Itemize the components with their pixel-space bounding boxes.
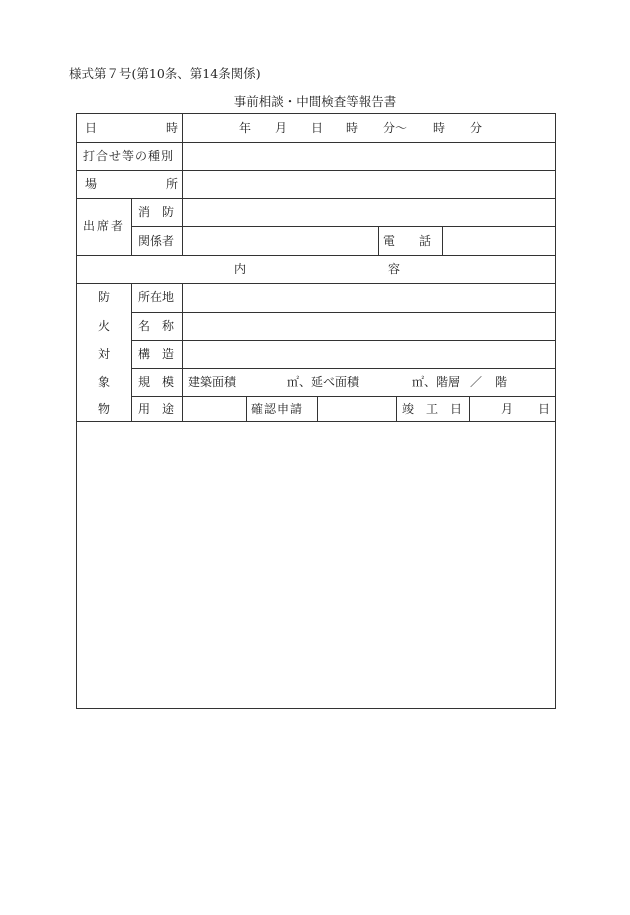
structure-label: 構 造 — [138, 347, 175, 361]
date-label: 日 — [85, 121, 98, 135]
object-label-char: 象 — [97, 375, 111, 389]
content-header-char-2: 容 — [388, 262, 401, 276]
place-label-left: 場 — [85, 177, 98, 191]
column-divider — [246, 396, 247, 421]
row-divider — [77, 255, 555, 256]
column-divider — [396, 396, 397, 421]
location-field[interactable] — [183, 284, 555, 312]
content-text-area[interactable] — [77, 422, 555, 708]
minute-range-unit: 分～ — [383, 121, 408, 135]
year-unit: 年 — [239, 121, 252, 135]
column-divider — [469, 396, 470, 421]
datetime-field[interactable] — [183, 114, 555, 142]
form-code: 様式第７号(第10条、第14条関係) — [69, 66, 261, 81]
confirmation-application-field[interactable] — [318, 397, 396, 421]
place-label-right: 所 — [166, 177, 179, 191]
usage-label: 用 途 — [138, 402, 175, 416]
location-label: 所在地 — [138, 290, 175, 304]
usage-field[interactable] — [183, 397, 246, 421]
structure-field[interactable] — [183, 341, 555, 368]
phone-field[interactable] — [443, 227, 555, 255]
building-area-label: 建築面積 — [188, 375, 237, 389]
fire-dept-field[interactable] — [183, 199, 555, 226]
meeting-type-label: 打合せ等の種別 — [83, 149, 175, 163]
scale-label: 規 模 — [138, 375, 175, 389]
total-floor-area-label: ㎡、延べ面積 — [287, 375, 360, 389]
fire-dept-label: 消 防 — [138, 205, 175, 219]
column-divider — [131, 283, 132, 421]
end-hour-unit: 時 — [433, 121, 446, 135]
object-label-char: 対 — [97, 347, 111, 361]
column-divider — [131, 198, 132, 255]
name-field[interactable] — [183, 313, 555, 340]
related-party-field[interactable] — [183, 227, 378, 255]
hour-unit: 時 — [346, 121, 359, 135]
floor-unit: 階 — [495, 375, 508, 389]
related-party-label: 関係者 — [138, 234, 175, 248]
meeting-type-field[interactable] — [183, 143, 555, 170]
attendees-label: 出席者 — [83, 219, 126, 233]
name-label: 名 称 — [138, 319, 175, 333]
completion-month-unit: 月 — [501, 402, 514, 416]
row-divider — [131, 368, 555, 369]
day-unit: 日 — [311, 121, 324, 135]
floors-slash: ／ — [470, 375, 483, 389]
phone-label: 電 話 — [383, 234, 432, 248]
document-title: 事前相談・中間検査等報告書 — [233, 94, 397, 109]
confirmation-application-label: 確認申請 — [251, 402, 304, 416]
completion-date-label: 竣 工 日 — [402, 402, 463, 416]
content-header-char-1: 内 — [234, 262, 247, 276]
completion-day-unit: 日 — [538, 402, 551, 416]
column-divider — [378, 226, 379, 255]
place-field[interactable] — [183, 171, 555, 198]
month-unit: 月 — [275, 121, 288, 135]
object-label-char: 防 — [97, 290, 111, 304]
object-label-char: 物 — [97, 402, 111, 416]
object-label-char: 火 — [97, 319, 111, 333]
report-form-table — [76, 113, 556, 709]
time-label: 時 — [166, 121, 179, 135]
end-minute-unit: 分 — [470, 121, 483, 135]
floors-label: ㎡、階層 — [412, 375, 461, 389]
